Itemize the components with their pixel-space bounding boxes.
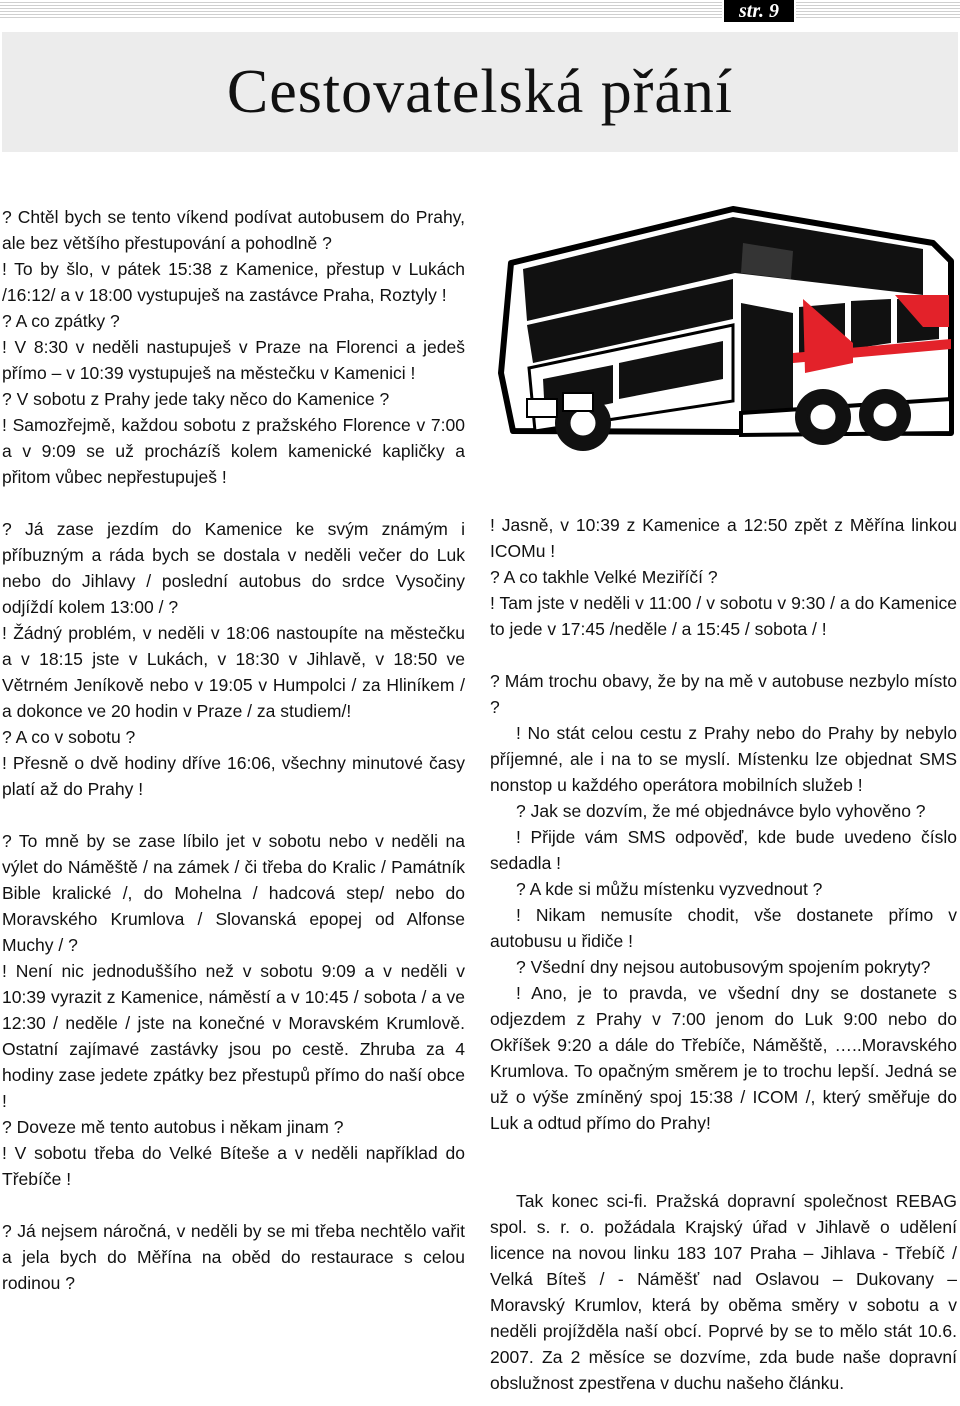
paragraph: ! Přijde vám SMS odpověď, kde bude uvedeno číslo sedadla !: [490, 827, 957, 873]
paragraph: Tak konec sci-fi. Pražská dopravní společnost REBAG spol. s. r. o. požádala Krajský úřad v Jihlavě o udělení licence na novou linku 183 107 Praha – Jihlava - Třebíč / Velká Bíteš / - Náměšť nad Oslavou – Dukovany – Moravský Krumlov, která by oběma směry v sobotu a v neděli projížděla naší obcí. Poprvé by se to mělo stát 10.6. 2007. Za 2 měsíce se dozvíme, zda bude naše dopravní obslužnost zpestřena v duchu našeho článku.: [490, 1191, 957, 1393]
paragraph: ! Přesně o dvě hodiny dříve 16:06, všechny minutové časy platí až do Prahy !: [2, 753, 465, 799]
paragraph: ? Já zase jezdím do Kamenice ke svým známým i příbuzným a ráda bych se dostala v neděli večer do Luk nebo do Jihlavy / poslední autobus do srdce Vysočiny odjíždí kolem 13:00 / ?: [2, 519, 465, 617]
paragraph-gap: [490, 1162, 957, 1188]
header-hatch-right: [796, 2, 960, 20]
paragraph: ! Nikam nemusíte chodit, vše dostanete přímo v autobusu u řidiče !: [490, 905, 957, 951]
paragraph: ! Samozřejmě, každou sobotu z pražského Florence v 7:00 a v 9:09 se už procházíš kolem kamenické kapličky a přitom vůbec nepřestupuješ !: [2, 415, 465, 487]
paragraph-gap: [2, 802, 465, 828]
page-title: Cestovatelská přání: [226, 57, 734, 126]
right-column: [490, 512, 957, 1396]
paragraph: ? Chtěl bych se tento víkend podívat autobusem do Prahy, ale bez většího přestupování a pohodlně ?: [2, 207, 465, 253]
title-banner: [2, 32, 958, 152]
paragraph: ? Všední dny nejsou autobusovým spojením pokryty?: [516, 957, 931, 977]
paragraph-gap: [2, 490, 465, 516]
bus-illustration: [493, 203, 955, 473]
paragraph: ? Doveze mě tento autobus i někam jinam ?: [2, 1117, 344, 1137]
paragraph: ! Není nic jednoduššího než v sobotu 9:09 a v neděli v 10:39 vyrazit z Kamenice, náměstí a v 10:45 / sobota / a ve 12:30 / neděle / jste na konečné v Moravském Krumlově. Ostatní zajímavé zastávky jsou po cestě. Zhruba za 4 hodiny zase jedete zpátky bez přestupů přímo do naší obce !: [2, 961, 465, 1111]
paragraph: ? A co v sobotu ?: [2, 727, 136, 747]
paragraph: ! V sobotu třeba do Velké Bíteše a v neděli například do Třebíče !: [2, 1143, 465, 1189]
page-header-bar: [0, 0, 960, 22]
paragraph: ? A co takhle Velké Meziříčí ?: [490, 567, 718, 587]
paragraph: ! To by šlo, v pátek 15:38 z Kamenice, přestup v Lukách /16:12/ a v 18:00 vystupuješ na zastávce Praha, Roztyly !: [2, 259, 465, 305]
paragraph-gap: [490, 642, 957, 668]
paragraph: ? Jak se dozvím, že mé objednávce bylo vyhověno ?: [516, 801, 926, 821]
paragraph: ? V sobotu z Prahy jede taky něco do Kamenice ?: [2, 389, 390, 409]
paragraph: ? Já nejsem náročná, v neděli by se mi třeba nechtělo vařit a jela bych do Měřína na oběd do restaurace s celou rodinou ?: [2, 1221, 465, 1293]
paragraph: ! V 8:30 v neděli nastupuješ v Praze na Florenci a jedeš přímo – v 10:39 vystupuješ na městečku v Kamenici !: [2, 337, 465, 383]
paragraph: ! No stát celou cestu z Prahy nebo do Prahy by nebylo příjemné, ale i na to se myslí. Místenku lze objednat SMS nonstop u každého operátora mobilních služeb !: [490, 723, 957, 795]
paragraph-gap: [2, 1192, 465, 1218]
left-column: [2, 204, 465, 1296]
page-number: str. 9: [724, 0, 794, 22]
paragraph-gap: [490, 1136, 957, 1162]
paragraph: ! Jasně, v 10:39 z Kamenice a 12:50 zpět z Měřína linkou ICOMu !: [490, 515, 957, 561]
paragraph: ? A kde si můžu místenku vyzvednout ?: [516, 879, 823, 899]
header-hatch-left: [0, 2, 722, 20]
paragraph: ? Mám trochu obavy, že by na mě v autobuse nezbylo místo ?: [490, 671, 957, 717]
paragraph: ! Žádný problém, v neděli v 18:06 nastoupíte na městečku a v 18:15 jste v Lukách, v 18:30 v Jihlavě, v 18:50 ve Větrném Jeníkově nebo v 19:05 v Humpolci / za Hliníkem / a dokonce ve 20 hodin v Praze / za studiem/!: [2, 623, 465, 721]
paragraph: ? To mně by se zase líbilo jet v sobotu nebo v neděli na výlet do Náměště / na zámek / či třeba do Kralic / Památník Bible kralické /, do Mohelna / hadcová step/ nebo do Moravského Krumlova / Slovanská epopej od Alfonse Muchy / ?: [2, 831, 465, 955]
paragraph: ! Tam jste v neděli v 11:00 / v sobotu v 9:30 / a do Kamenice to jede v 17:45 /neděle / a 15:45 / sobota / !: [490, 593, 957, 639]
paragraph: ! Ano, je to pravda, ve všední dny se dostanete s odjezdem z Prahy v 7:00 jenom do Luk 9:00 nebo do Okříšek 9:20 a dále do Třebíče, Náměště, …..Moravského Krumlova. To opačným směrem je to trochu lepší. Jedná se už o výše zmíněný spoj 15:38 / ICOM /, který směřuje do Luk a odtud přímo do Prahy!: [490, 983, 957, 1133]
paragraph: ? A co zpátky ?: [2, 311, 120, 331]
